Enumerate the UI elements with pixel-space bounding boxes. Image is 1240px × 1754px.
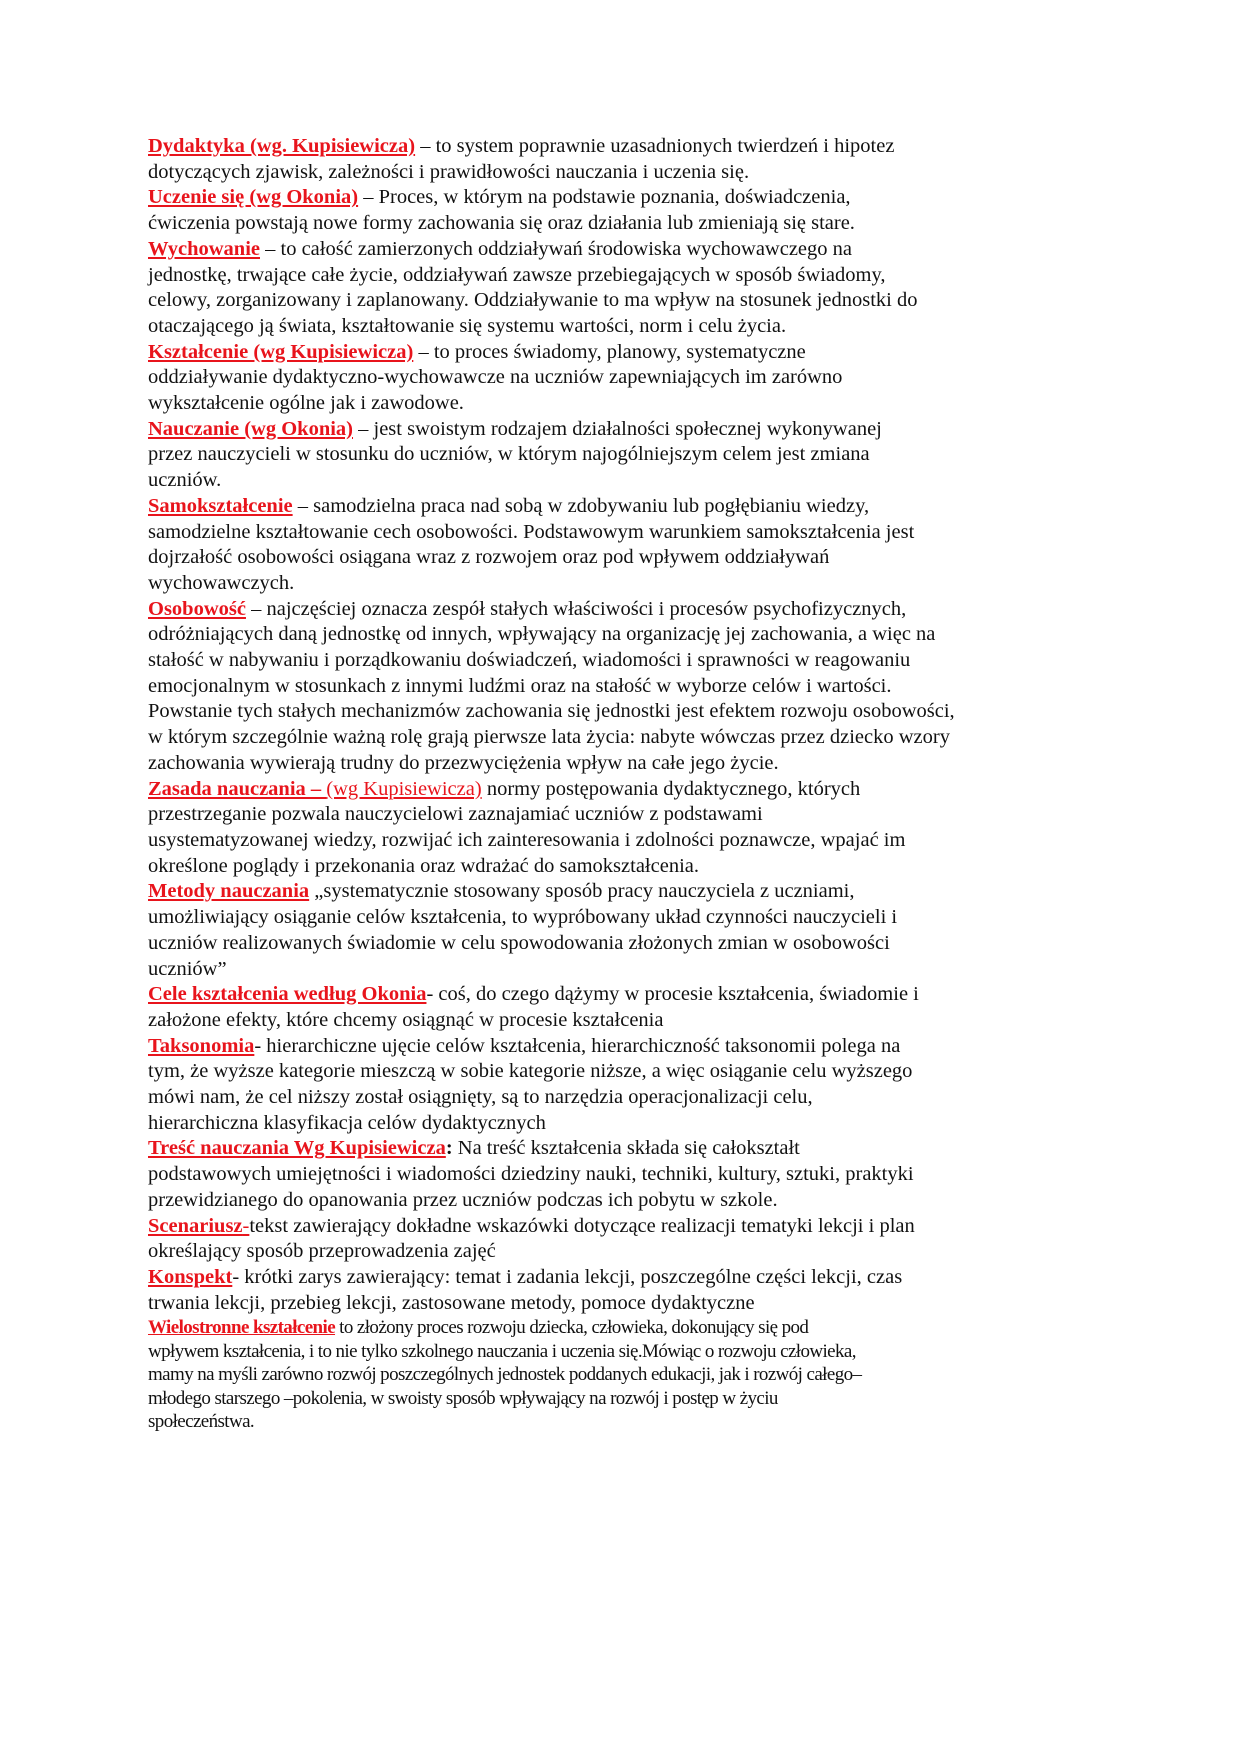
definition-text: wpływem kształcenia, i to nie tylko szkolnego nauczania i uczenia się.Mówiąc o rozwoju człowieka, — [148, 1340, 856, 1362]
definition-text: jednostkę, trwające całe życie, oddziaływań zawsze przebiegających w sposób świadomy, — [148, 263, 886, 286]
text-line — [148, 417, 1148, 443]
definition-entry — [148, 777, 1148, 880]
text-line — [148, 777, 1148, 803]
definition-text: określający sposób przeprowadzenia zajęć — [148, 1240, 496, 1263]
definition-entry — [148, 185, 1148, 236]
definition-text: mówi nam, że cel niższy został osiągnięty, są to narzędzia operacjonalizacji celu, — [148, 1086, 813, 1109]
definition-text: - coś, do czego dążymy w procesie kształcenia, świadomie i — [426, 983, 919, 1006]
definition-term: Uczenie się (wg Okonia) — [148, 186, 359, 209]
definition-text: umożliwiający osiąganie celów kształcenia, to wypróbowany układ czynności nauczycieli i — [148, 906, 898, 929]
text-line — [148, 1136, 1148, 1162]
text-line — [148, 365, 1148, 391]
text-line — [148, 263, 1148, 289]
definition-term: Nauczanie (wg Okonia) — [148, 417, 353, 440]
definition-text: w którym szczególnie ważną rolę grają pierwsze lata życia: nabyte wówczas przez dziecko wzory — [148, 726, 950, 749]
definition-term: Treść nauczania Wg Kupisiewicza — [148, 1137, 446, 1160]
text-line — [148, 1059, 1148, 1085]
definition-text: – to system poprawnie uzasadnionych twierdzeń i hipotez — [415, 135, 895, 157]
text-line — [148, 802, 1148, 828]
text-line — [148, 160, 1148, 186]
definition-text: – samodzielna praca nad sobą w zdobywaniu lub pogłębianiu wiedzy, — [292, 494, 870, 517]
definition-text: - hierarchiczne ujęcie celów kształcenia, hierarchiczność taksonomii polega na — [254, 1034, 901, 1057]
definition-text: uczniów realizowanych świadomie w celu spowodowania złożonych zmian w osobowości — [148, 931, 890, 954]
text-line — [148, 1188, 1148, 1214]
definition-term: Dydaktyka (wg. Kupisiewicza) — [148, 135, 416, 157]
definition-entry — [148, 237, 1148, 340]
definition-term: Zasada nauczania – — [148, 777, 327, 800]
definition-text: przewidzianego do opanowania przez uczniów podczas ich pobytu w szkole. — [148, 1188, 778, 1211]
definition-text: samodzielne kształtowanie cech osobowości. Podstawowym warunkiem samokształcenia jest — [148, 520, 915, 543]
text-line — [148, 185, 1148, 211]
definition-text: określone poglądy i przekonania oraz wdrażać do samokształcenia. — [148, 854, 699, 877]
definition-term: Scenariusz — [148, 1214, 243, 1237]
text-line — [148, 725, 1148, 751]
definition-text: tekst zawierający dokładne wskazówki dotyczące realizacji tematyki lekcji i plan — [249, 1214, 915, 1237]
definition-entry — [148, 879, 1148, 982]
definition-text: normy postępowania dydaktycznego, których — [481, 777, 861, 800]
definition-text: – jest swoistym rodzajem działalności społecznej wykonywanej — [353, 417, 882, 440]
definition-text: Powstanie tych stałych mechanizmów zachowania się jednostki jest efektem rozwoju osobowości, — [148, 700, 955, 723]
text-line — [148, 571, 1148, 597]
definition-term: Wychowanie — [148, 237, 260, 260]
definition-term-source: (wg Kupisiewicza) — [326, 777, 482, 800]
definition-text: „systematycznie stosowany sposób pracy nauczyciela z uczniami, — [309, 880, 855, 903]
definition-text: trwania lekcji, przebieg lekcji, zastosowane metody, pomoce dydaktyczne — [148, 1291, 755, 1314]
definition-text: – najczęściej oznacza zespół stałych właściwości i procesów psychofizycznych, — [245, 597, 907, 620]
definition-text: – Proces, w którym na podstawie poznania, doświadczenia, — [358, 186, 851, 209]
definition-entry — [148, 982, 1148, 1033]
text-line — [148, 1387, 1148, 1411]
text-line — [148, 879, 1148, 905]
definition-text: Na treść kształcenia składa się całokształt — [452, 1137, 800, 1160]
definition-text: dojrzałość osobowości osiągana wraz z rozwojem oraz pod wpływem oddziaływań — [148, 546, 830, 569]
definition-text: emocjonalnym w stosunkach z innymi ludźmi oraz na stałość w wyborze celów i wartości. — [148, 674, 892, 697]
text-line — [148, 1008, 1148, 1034]
text-line — [148, 1239, 1148, 1265]
definition-text: wykształcenie ogólne jak i zawodowe. — [148, 392, 464, 415]
definition-term: Samokształcenie — [148, 494, 293, 517]
definition-text: ćwiczenia powstają nowe formy zachowania się oraz działania lub zmieniają się stare. — [148, 212, 855, 235]
text-line — [148, 931, 1148, 957]
text-line — [148, 648, 1148, 674]
definition-term: Metody nauczania — [148, 880, 310, 903]
text-line — [148, 288, 1148, 314]
text-line — [148, 1111, 1148, 1137]
definition-entry — [148, 340, 1148, 417]
text-line — [148, 1265, 1148, 1291]
definition-text: – to proces świadomy, planowy, systematyczne — [413, 340, 806, 363]
text-line — [148, 751, 1148, 777]
text-line — [148, 1214, 1148, 1240]
definition-text: założone efekty, które chcemy osiągnąć w procesie kształcenia — [148, 1008, 664, 1031]
text-line — [148, 520, 1148, 546]
text-line — [148, 1085, 1148, 1111]
text-line — [148, 1363, 1148, 1387]
definition-entry — [148, 134, 1148, 185]
text-line — [148, 1410, 1148, 1434]
definition-text: stałość w nabywaniu i porządkowaniu doświadczeń, wiadomości i sprawności w reagowaniu — [148, 649, 911, 672]
definition-term: Cele kształcenia według Okonia — [148, 983, 427, 1006]
definition-term: Wielostronne kształcenie — [148, 1317, 336, 1339]
text-line — [148, 468, 1148, 494]
definition-entry — [148, 1265, 1148, 1316]
text-line — [148, 854, 1148, 880]
definition-text: uczniów” — [148, 957, 227, 980]
definition-text: podstawowych umiejętności i wiadomości dziedziny nauki, techniki, kultury, sztuki, praktyki — [148, 1163, 914, 1186]
definition-text: hierarchiczna klasyfikacja celów dydaktycznych — [148, 1111, 546, 1134]
text-line — [148, 1340, 1148, 1364]
text-line — [148, 622, 1148, 648]
definition-text: - krótki zarys zawierający: temat i zadania lekcji, poszczególne części lekcji, czas — [232, 1265, 903, 1288]
text-line — [148, 982, 1148, 1008]
text-line — [148, 699, 1148, 725]
text-line — [148, 905, 1148, 931]
text-line — [148, 1034, 1148, 1060]
definition-text: to złożony proces rozwoju dziecka, człowieka, dokonujący się pod — [335, 1317, 809, 1339]
text-line — [148, 211, 1148, 237]
definition-text: wychowawczych. — [148, 571, 295, 594]
definition-text: oddziaływanie dydaktyczno-wychowawcze na uczniów zapewniających im zarówno — [148, 366, 843, 389]
definition-entry — [148, 417, 1148, 494]
definition-text: otaczającego ją świata, kształtowanie się systemu wartości, norm i celu życia. — [148, 314, 787, 337]
definition-text: zachowania wywierają trudny do przezwyciężenia wpływ na całe jego życie. — [148, 751, 779, 774]
text-line — [148, 237, 1148, 263]
definition-entry — [148, 597, 1148, 777]
definition-text: dotyczących zjawisk, zależności i prawidłowości nauczania i uczenia się. — [148, 160, 750, 183]
text-line — [148, 314, 1148, 340]
definition-entry — [148, 1316, 1148, 1434]
text-line — [148, 1162, 1148, 1188]
text-line — [148, 828, 1148, 854]
definition-entry — [148, 1214, 1148, 1265]
text-line — [148, 597, 1148, 623]
text-line — [148, 494, 1148, 520]
definition-text: celowy, zorganizowany i zaplanowany. Oddziaływanie to ma wpływ na stosunek jednostki do — [148, 289, 918, 312]
text-line — [148, 1291, 1148, 1317]
definition-entry — [148, 494, 1148, 597]
term-colon: : — [445, 1137, 453, 1160]
definition-text: mamy na myśli zarówno rozwój poszczególnych jednostek poddanych edukacji, jak i rozwój całego– — [148, 1364, 862, 1386]
definition-term: Taksonomia — [148, 1034, 255, 1057]
definition-text: przez nauczycieli w stosunku do uczniów, w którym najogólniejszym celem jest zmiana — [148, 443, 870, 466]
definition-text: – to całość zamierzonych oddziaływań środowiska wychowawczego na — [260, 237, 853, 260]
definition-entry — [148, 1034, 1148, 1137]
definition-text: uczniów. — [148, 469, 222, 492]
text-line — [148, 957, 1148, 983]
text-line — [148, 442, 1148, 468]
text-line — [148, 545, 1148, 571]
definition-term: Osobowość — [148, 597, 246, 620]
definition-text: młodego starszego –pokolenia, w swoisty sposób wpływający na rozwój i postęp w życiu — [148, 1387, 778, 1409]
definition-entry — [148, 1136, 1148, 1213]
definition-term: Kształcenie (wg Kupisiewicza) — [148, 340, 414, 363]
definition-text: przestrzeganie pozwala nauczycielowi zaznajamiać uczniów z podstawami — [148, 803, 763, 826]
definition-text: tym, że wyższe kategorie mieszczą w sobie kategorie niższe, a więc osiąganie celu wyższego — [148, 1060, 913, 1083]
text-line — [148, 1316, 1148, 1340]
definition-term-source: - — [242, 1214, 250, 1237]
definition-text: odróżniających daną jednostkę od innych, wpływający na organizację jej zachowania, a więc na — [148, 623, 936, 646]
definition-text: społeczeństwa. — [148, 1411, 255, 1433]
definition-term: Konspekt — [148, 1265, 233, 1288]
definition-text: usystematyzowanej wiedzy, rozwijać ich zainteresowania i zdolności poznawcze, wpajać im — [148, 828, 906, 851]
text-line — [148, 391, 1148, 417]
text-line — [148, 340, 1148, 366]
document-body — [148, 134, 1148, 1434]
text-line — [148, 674, 1148, 700]
text-line — [148, 134, 1148, 160]
